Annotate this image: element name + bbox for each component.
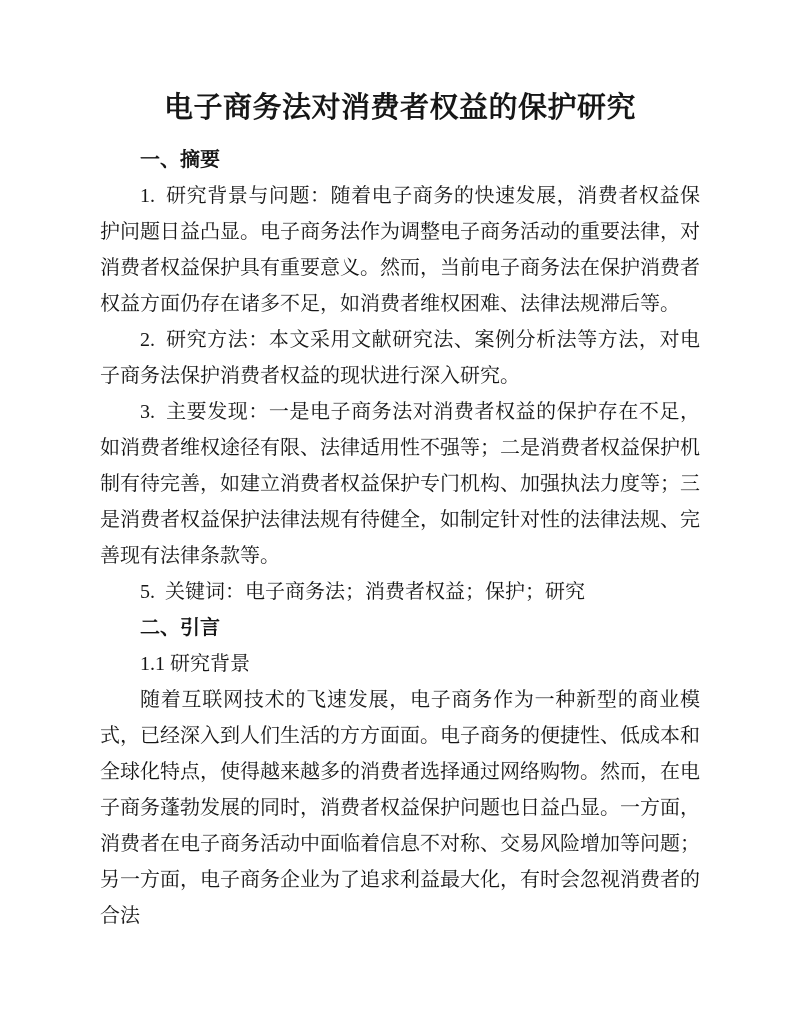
document-title: 电子商务法对消费者权益的保护研究 — [163, 92, 636, 124]
introduction-heading: 二、引言 — [140, 617, 220, 639]
introduction-paragraph: 随着互联网技术的飞速发展，电子商务作为一种新型的商业模式，已经深入到人们生活的方方面面。电子商务的便捷性、低成本和全球化特点，使得越来越多的消费者选择通过网络购物。然而，在电子商务蓬勃发展的同时，消费者权益保护问题也日益凸显。一方面，消费者在电子商务活动中面临着信息不对称、交易风险增加等问题；另一方面，电子商务企业为了追求利益最大化，有时会忽视消费者的合法 — [100, 689, 700, 927]
abstract-item-background: 1. 研究背景与问题：随着电子商务的快速发展，消费者权益保护问题日益凸显。电子商务法作为调整电子商务活动的重要法律，对消费者权益保护具有重要意义。然而，当前电子商务法在保护消费者权益方面仍存在诸多不足，如消费者维权困难、法律法规滞后等。 — [100, 185, 700, 315]
abstract-item-methods: 2. 研究方法：本文采用文献研究法、案例分析法等方法，对电子商务法保护消费者权益的现状进行深入研究。 — [100, 329, 700, 387]
abstract-item-findings: 3. 主要发现：一是电子商务法对消费者权益的保护存在不足，如消费者维权途径有限、法律适用性不强等；二是消费者权益保护机制有待完善，如建立消费者权益保护专门机构、加强执法力度等；三是消费者权益保护法律法规有待健全，如制定针对性的法律法规、完善现有法律条款等。 — [100, 401, 700, 567]
abstract-item-keywords: 5. 关键词：电子商务法；消费者权益；保护；研究 — [140, 581, 585, 603]
introduction-subheading: 1.1 研究背景 — [140, 653, 250, 675]
abstract-heading: 一、摘要 — [140, 149, 220, 171]
